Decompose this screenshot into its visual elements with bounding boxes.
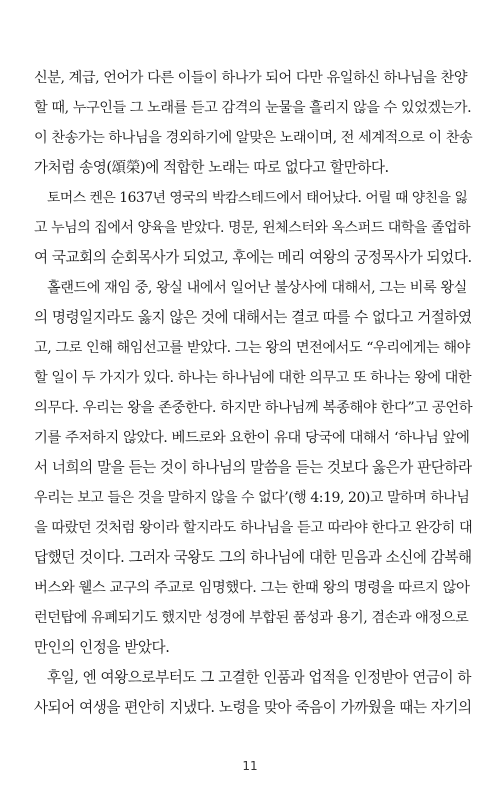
page-number: 11	[242, 759, 258, 773]
text-line: 이 찬송가는 하나님을 경외하기에 알맞은 노래이며, 전 세계적으로 이 찬송	[34, 130, 473, 146]
text-line: 할 일이 두 가지가 있다. 하나는 하나님에 대한 의무고 또 하나는 왕에 대한	[34, 370, 472, 386]
text-line: 신분, 계급, 언어가 다른 이들이 하나가 되어 다만 유일하신 하나님을 찬양	[34, 70, 468, 86]
text-line: 런던탑에 유폐되기도 했지만 성경에 부합된 품성과 용기, 겸손과 애정으로	[34, 610, 469, 626]
text-line: 토머스 켄은 1637년 영국의 박캄스테드에서 태어났다. 어릴 때 양친을 잃	[47, 190, 468, 206]
text-line: 기를 주저하지 않았다. 베드로와 요한이 유대 당국에 대해서 ‘하나님 앞에	[34, 430, 470, 446]
text-line: 할 때, 누구인들 그 노래를 듣고 감격의 눈물을 흘리지 않을 수 있었겠는가.	[34, 100, 472, 116]
text-line: 우리는 보고 들은 것을 말하지 않을 수 없다’(행 4:19, 20)고 말하며 하나님	[34, 490, 470, 506]
text-line: 여 국교회의 순회목사가 되었고, 후에는 메리 여왕의 궁정목사가 되었다.	[34, 249, 472, 266]
text-line: 가처럼 송영(頌榮)에 적합한 노래는 따로 없다고 할만하다.	[34, 159, 389, 176]
text-line: 고, 그로 인해 해임선고를 받았다. 그는 왕의 면전에서도 “우리에게는 해야	[34, 340, 470, 356]
text-line: 답했던 것이다. 그러자 국왕도 그의 하나님에 대한 믿음과 소신에 감복해	[34, 549, 472, 566]
text-line: 을 따랐던 것처럼 왕이라 할지라도 하나님을 듣고 따라야 한다고 완강히 대	[34, 520, 473, 536]
text-line: 서 너희의 말을 듣는 것이 하나님의 말씀을 듣는 것보다 옳은가 판단하라	[34, 459, 472, 476]
text-line: 만인의 인정을 받았다.	[34, 639, 170, 656]
text-line: 고 누님의 집에서 양육을 받았다. 명문, 윈체스터와 옥스퍼드 대학을 졸업하	[34, 220, 471, 236]
text-line: 홀랜드에 재임 중, 왕실 내에서 일어난 불상사에 대해서, 그는 비록 왕실	[47, 280, 467, 296]
text-line: 의무다. 우리는 왕을 존중한다. 하지만 하나님께 복종해야 한다”고 공언하	[34, 400, 473, 416]
text-line: 의 명령일지라도 옳지 않은 것에 대해서는 결코 따를 수 없다고 거절하였	[34, 309, 472, 326]
text-line: 사되어 여생을 편안히 지냈다. 노령을 맞아 죽음이 가까웠을 때는 자기의	[34, 699, 472, 716]
text-line: 버스와 웰스 교구의 주교로 임명했다. 그는 한때 왕의 명령을 따르지 않아	[34, 580, 470, 596]
text-line: 후일, 엔 여왕으로부터도 그 고결한 인품과 업적을 인정받아 연금이 하	[47, 669, 472, 686]
